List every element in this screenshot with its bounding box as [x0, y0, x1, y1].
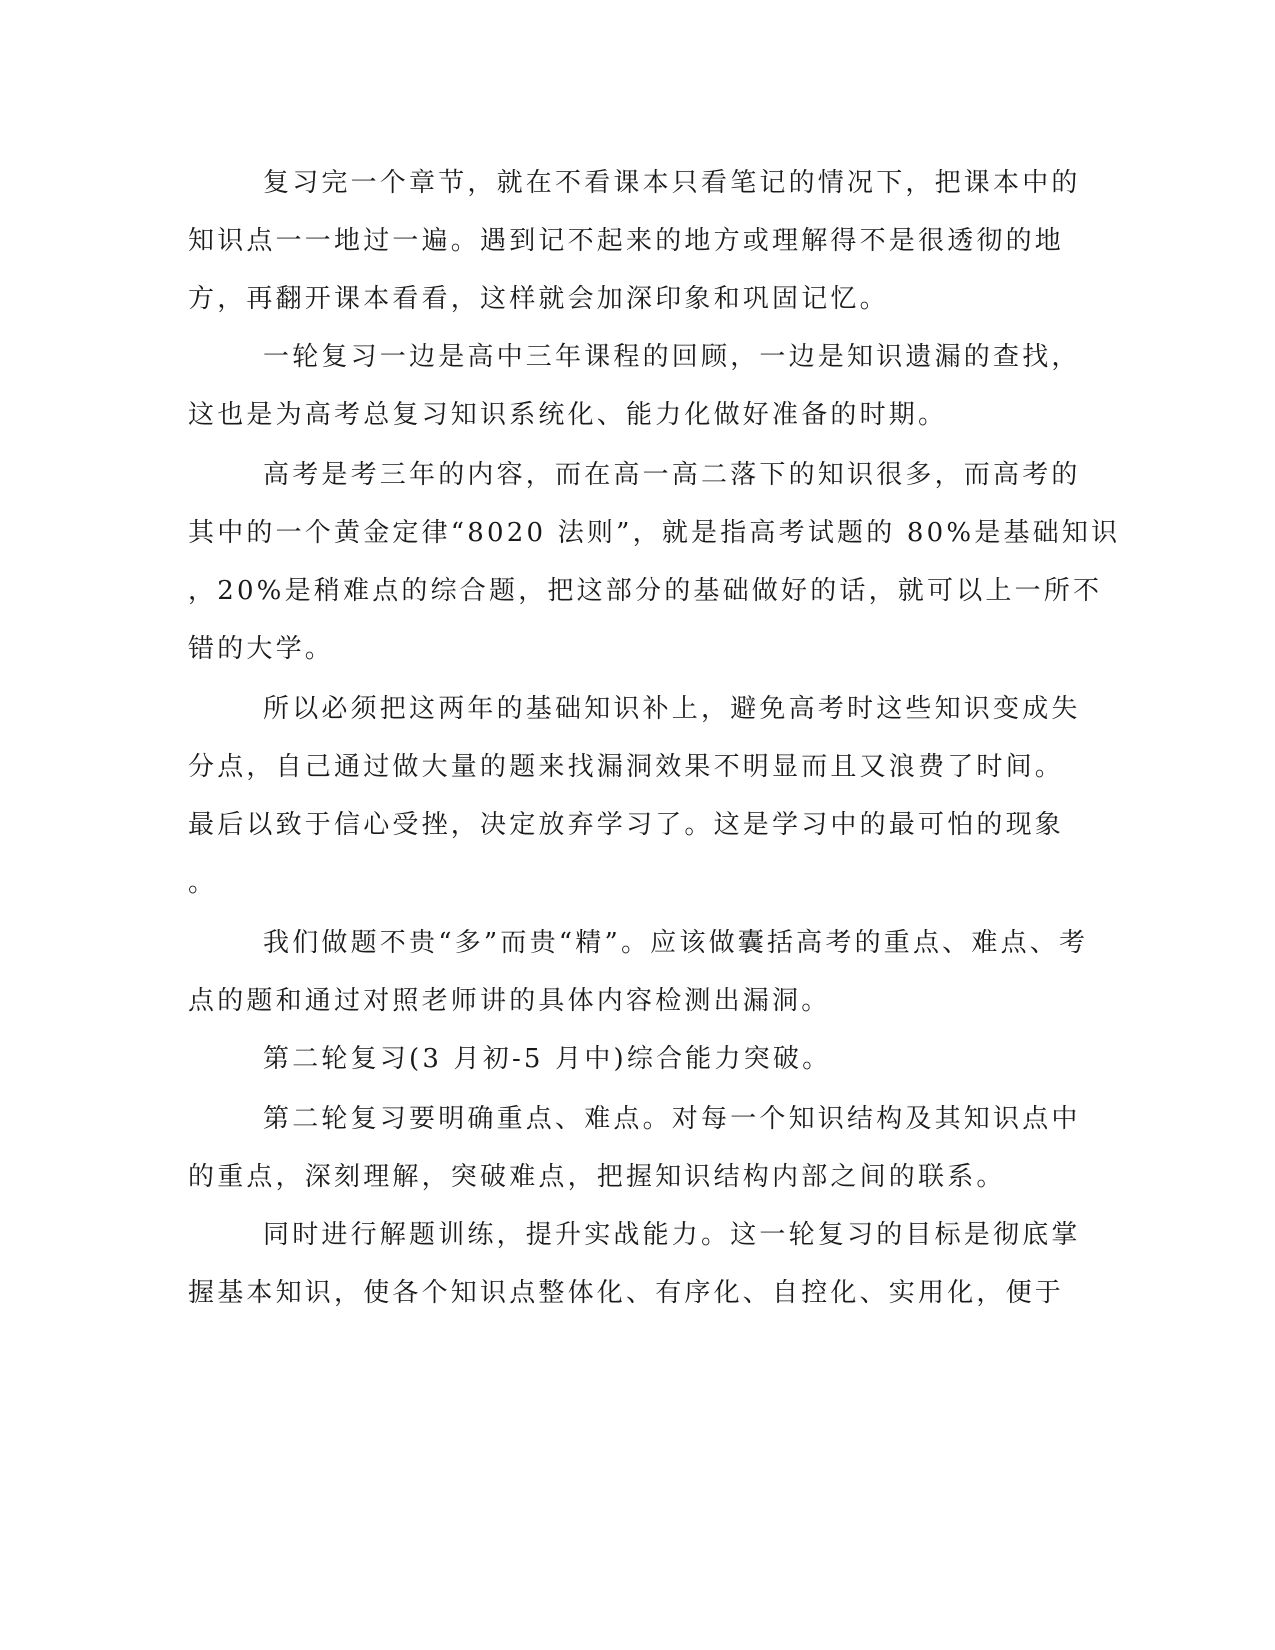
paragraph-line: 最后以致于信心受挫，决定放弃学习了。这是学习中的最可怕的现象 [188, 810, 1065, 840]
paragraph-line: 复习完一个章节，就在不看课本只看笔记的情况下，把课本中的 [263, 168, 1081, 198]
paragraph-line: 一轮复习一边是高中三年课程的回顾，一边是知识遗漏的查找， [263, 342, 1081, 372]
paragraph-line: 。 [188, 868, 218, 898]
paragraph-line: 分点，自己通过做大量的题来找漏洞效果不明显而且又浪费了时间。 [188, 752, 1065, 782]
paragraph-line: 第二轮复习要明确重点、难点。对每一个知识结构及其知识点中 [263, 1104, 1081, 1134]
paragraph-line: 第二轮复习(3 月初-5 月中)综合能力突破。 [263, 1044, 832, 1074]
paragraph-line: 这也是为高考总复习知识系统化、能力化做好准备的时期。 [188, 400, 948, 430]
paragraph-line: 知识点一一地过一遍。遇到记不起来的地方或理解得不是很透彻的地 [188, 226, 1065, 256]
paragraph-line: 点的题和通过对照老师讲的具体内容检测出漏洞。 [188, 986, 831, 1016]
paragraph-line: 错的大学。 [188, 634, 335, 664]
paragraph-line: 的重点，深刻理解，突破难点，把握知识结构内部之间的联系。 [188, 1162, 1006, 1192]
paragraph-line: 同时进行解题训练，提升实战能力。这一轮复习的目标是彻底掌 [263, 1220, 1081, 1250]
paragraph-line: ，20%是稍难点的综合题，把这部分的基础做好的话，就可以上一所不 [188, 576, 1103, 606]
paragraph-line: 其中的一个黄金定律“8020 法则”，就是指高考试题的 80%是基础知识 [188, 518, 1121, 548]
paragraph-line: 方，再翻开课本看看，这样就会加深印象和巩固记忆。 [188, 284, 889, 314]
paragraph-line: 握基本知识，使各个知识点整体化、有序化、自控化、实用化，便于 [188, 1278, 1065, 1308]
paragraph-line: 所以必须把这两年的基础知识补上，避免高考时这些知识变成失 [263, 694, 1081, 724]
paragraph-line: 高考是考三年的内容，而在高一高二落下的知识很多，而高考的 [263, 460, 1081, 490]
paragraph-line: 我们做题不贵“多”而贵“精”。应该做囊括高考的重点、难点、考 [263, 928, 1089, 958]
